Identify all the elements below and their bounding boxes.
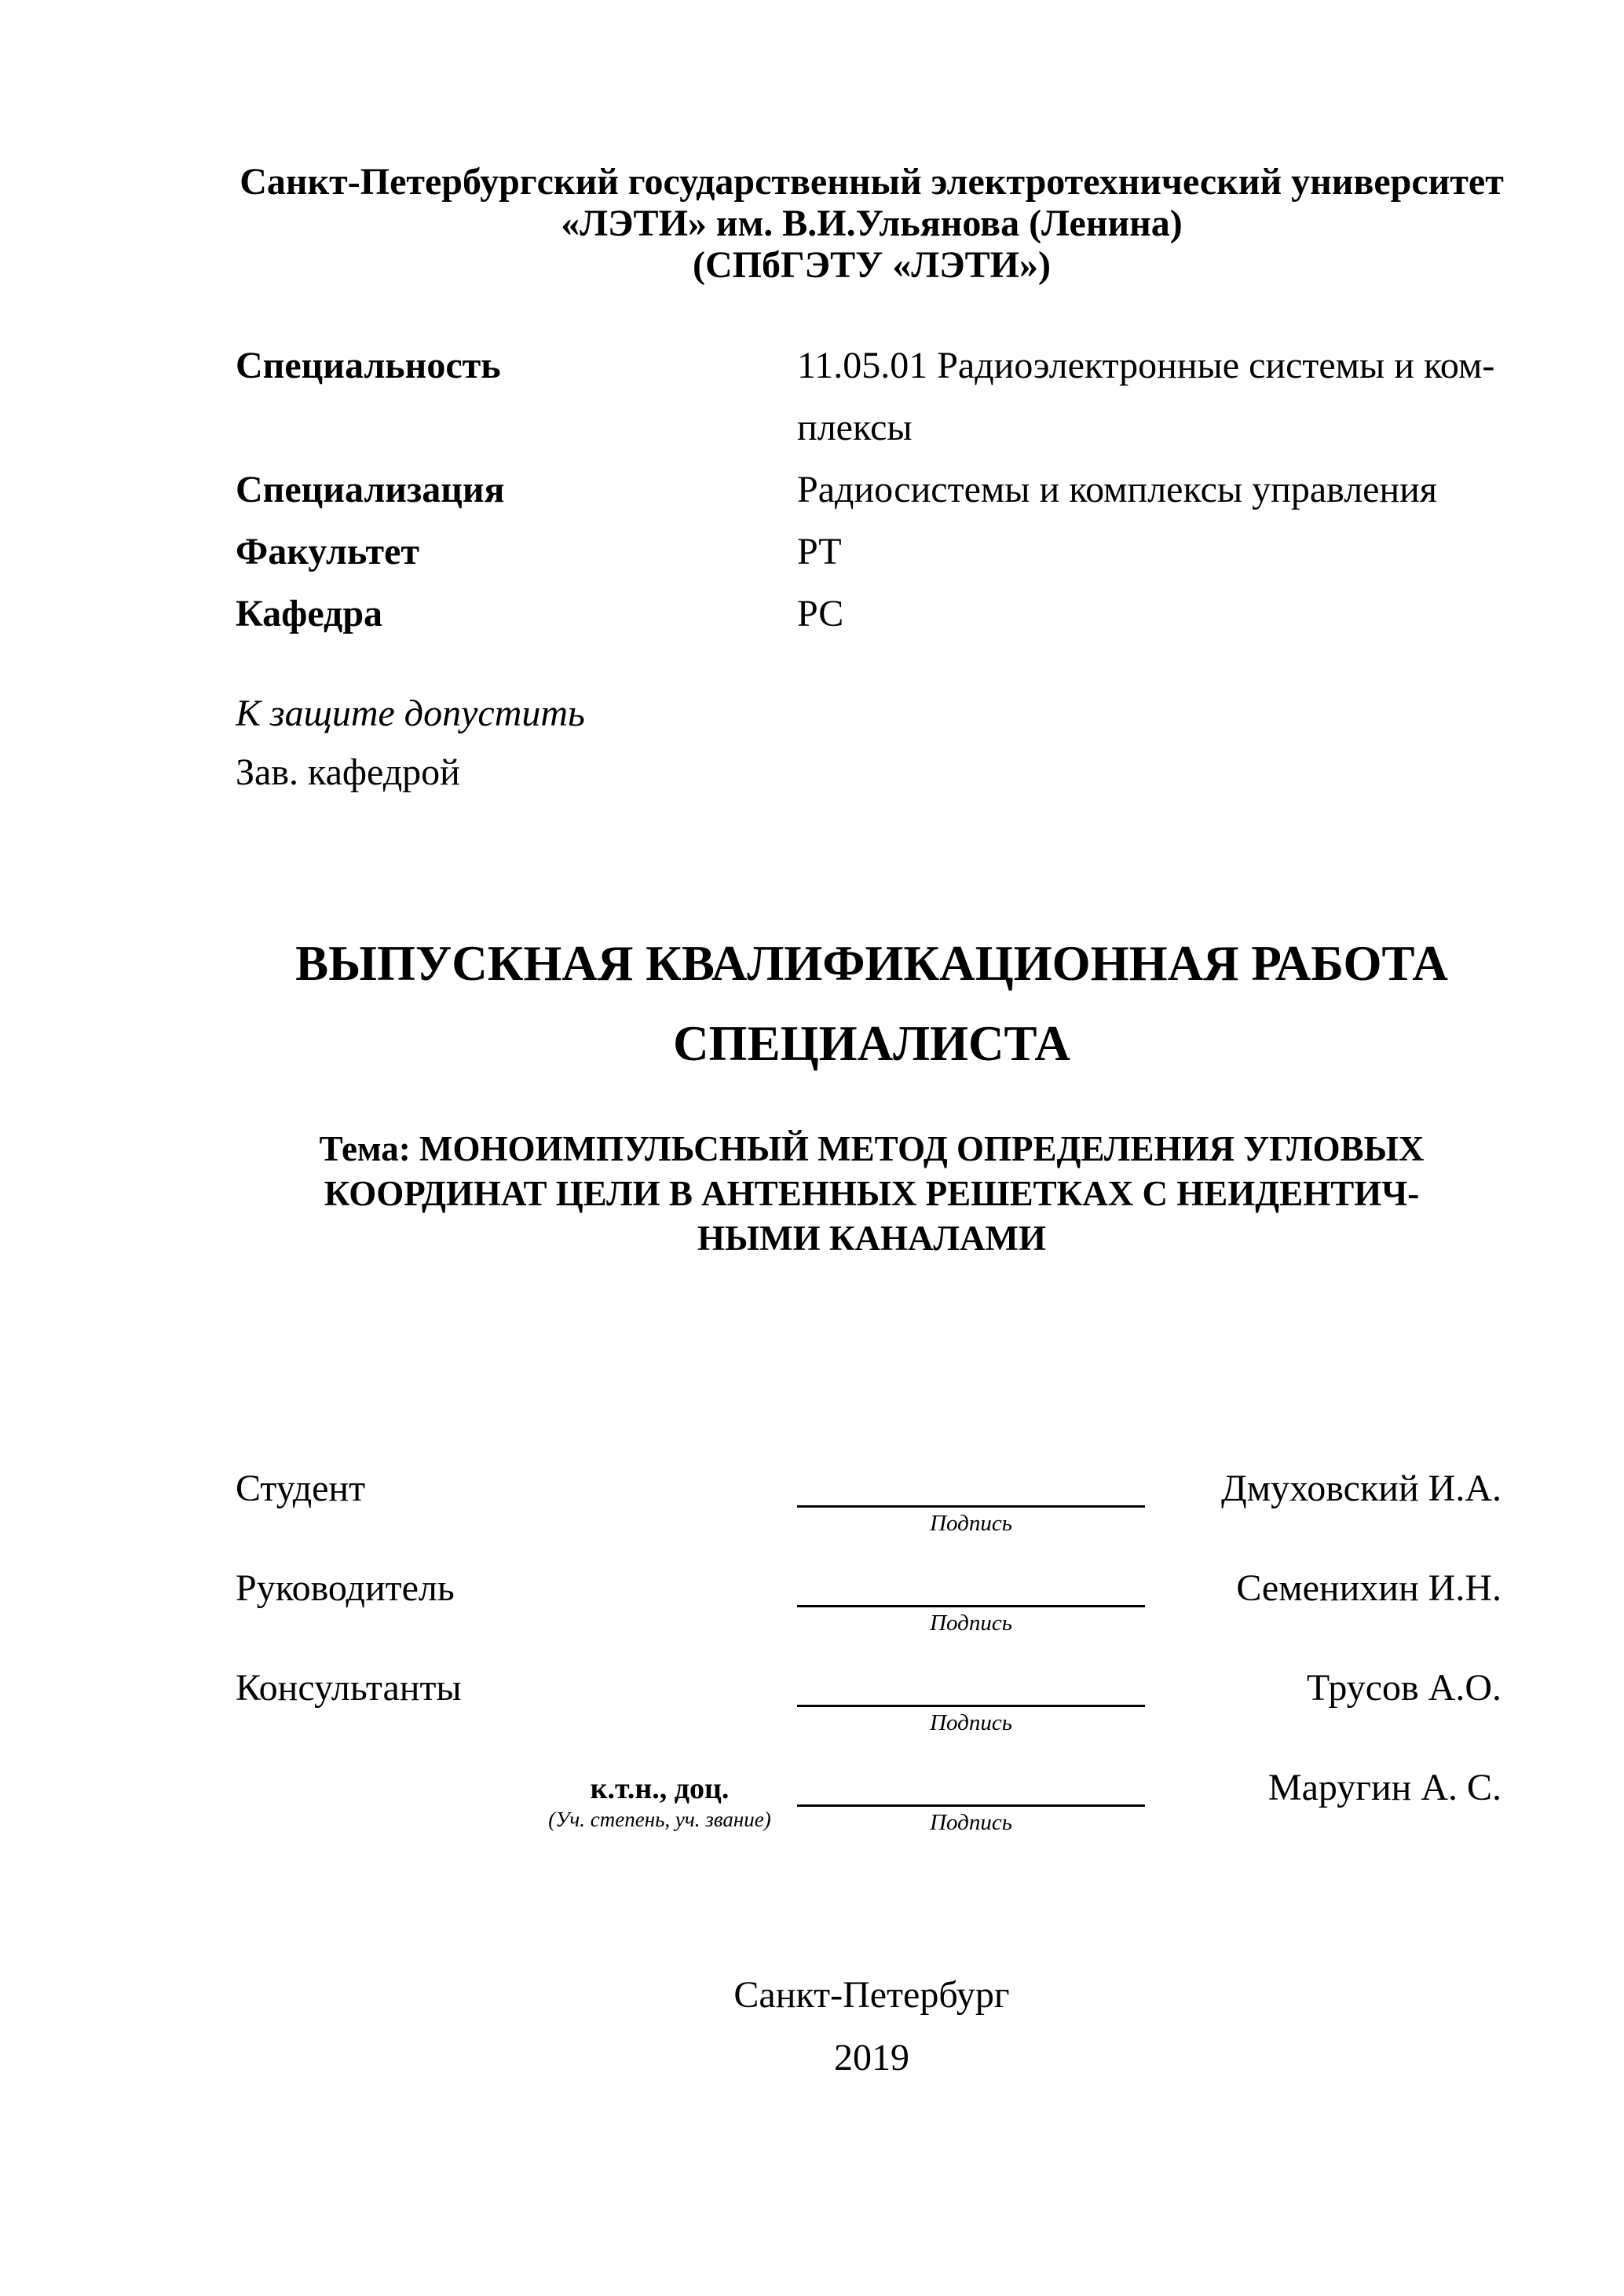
detail-label-specialty: Специальность bbox=[236, 345, 501, 386]
detail-value-specialty bbox=[797, 335, 1508, 459]
work-type-title-line-1: ВЫПУСКНАЯ КВАЛИФИКАЦИОННАЯ РАБОТА bbox=[295, 936, 1448, 991]
signatures-section bbox=[236, 1467, 1508, 1866]
degree-caption: (Уч. степень, уч. звание) bbox=[548, 1808, 771, 1831]
signatory-name-consultants: Трусов А.О. bbox=[1306, 1667, 1501, 1709]
signature-caption-supervisor: Подпись bbox=[930, 1610, 1012, 1636]
university-header bbox=[236, 161, 1508, 286]
topic-title-line-2: КООРДИНАТ ЦЕЛИ В АНТЕННЫХ РЕШЕТКАХ С НЕИДЕНТИЧ- bbox=[324, 1174, 1420, 1213]
signature-line-student bbox=[797, 1505, 1145, 1508]
signatory-name-supervisor: Семенихин И.Н. bbox=[1236, 1567, 1501, 1609]
degree-label: к.т.н., доц. bbox=[590, 1772, 730, 1805]
signature-caption-consultant-2: Подпись bbox=[930, 1810, 1012, 1835]
details-section bbox=[236, 335, 1508, 645]
topic-title bbox=[236, 1127, 1508, 1261]
work-type-title-line-2: СПЕЦИАЛИСТА bbox=[673, 1016, 1070, 1071]
detail-value-department-line-1: РС bbox=[797, 593, 844, 634]
signature-area-supervisor bbox=[797, 1567, 1145, 1636]
signature-line-consultants bbox=[797, 1705, 1145, 1707]
admission-line-allow-defense: К защите допустить bbox=[236, 693, 585, 734]
signature-role-student: Студент bbox=[236, 1468, 366, 1509]
work-type-title bbox=[236, 923, 1508, 1084]
footer-year: 2019 bbox=[834, 2037, 909, 2078]
footer-city: Санкт-Петербург bbox=[733, 1974, 1010, 2016]
detail-row-department bbox=[236, 583, 1508, 645]
detail-value-faculty-line-1: РТ bbox=[797, 531, 842, 572]
signature-row-consultants bbox=[236, 1666, 1508, 1766]
signature-line-consultant-2 bbox=[797, 1804, 1145, 1807]
detail-label-faculty: Факультет bbox=[236, 531, 419, 572]
detail-value-specialization-line-1: Радиосистемы и комплексы управления bbox=[797, 469, 1437, 510]
signature-role-supervisor: Руководитель bbox=[236, 1567, 455, 1609]
signature-row-supervisor bbox=[236, 1567, 1508, 1666]
university-name-line-3: (СПбГЭТУ «ЛЭТИ») bbox=[693, 244, 1051, 286]
detail-value-specialty-line-1: 11.05.01 Радиоэлектронные системы и ком- bbox=[797, 345, 1495, 386]
detail-label-specialization: Специализация bbox=[236, 469, 505, 510]
detail-value-faculty bbox=[797, 521, 1508, 583]
detail-value-specialty-line-2: плексы bbox=[797, 407, 913, 448]
signature-row-student bbox=[236, 1467, 1508, 1567]
signature-caption-student: Подпись bbox=[930, 1511, 1012, 1536]
signatory-name-student: Дмуховский И.А. bbox=[1221, 1468, 1501, 1509]
signature-row-consultant-2 bbox=[236, 1766, 1508, 1866]
admission-note bbox=[236, 684, 1508, 802]
detail-row-faculty bbox=[236, 521, 1508, 583]
signature-degree-block bbox=[542, 1766, 777, 1832]
university-name-line-2: «ЛЭТИ» им. В.И.Ульянова (Ленина) bbox=[561, 203, 1183, 244]
topic-title-line-3: НЫМИ КАНАЛАМИ bbox=[697, 1219, 1047, 1258]
admission-line-department-head: Зав. кафедрой bbox=[236, 751, 460, 793]
signature-line-supervisor bbox=[797, 1605, 1145, 1607]
signature-role-consultants: Консультанты bbox=[236, 1667, 462, 1709]
topic-title-line-1: Тема: МОНОИМПУЛЬСНЫЙ МЕТОД ОПРЕДЕЛЕНИЯ УГЛОВЫХ bbox=[319, 1129, 1425, 1168]
detail-row-specialty bbox=[236, 335, 1508, 459]
detail-label-department: Кафедра bbox=[236, 593, 383, 634]
signature-area-student bbox=[797, 1467, 1145, 1537]
signature-area-consultant-2 bbox=[797, 1766, 1145, 1836]
detail-value-specialization bbox=[797, 459, 1508, 521]
page-footer bbox=[236, 1964, 1508, 2089]
detail-value-department bbox=[797, 583, 1508, 645]
signature-area-consultants bbox=[797, 1666, 1145, 1736]
detail-row-specialization bbox=[236, 459, 1508, 521]
signature-caption-consultants: Подпись bbox=[930, 1710, 1012, 1735]
university-name-line-1: Санкт-Петербургский государственный электротехнический университет bbox=[240, 161, 1504, 203]
signatory-name-consultant-2: Маругин А. С. bbox=[1267, 1767, 1501, 1808]
